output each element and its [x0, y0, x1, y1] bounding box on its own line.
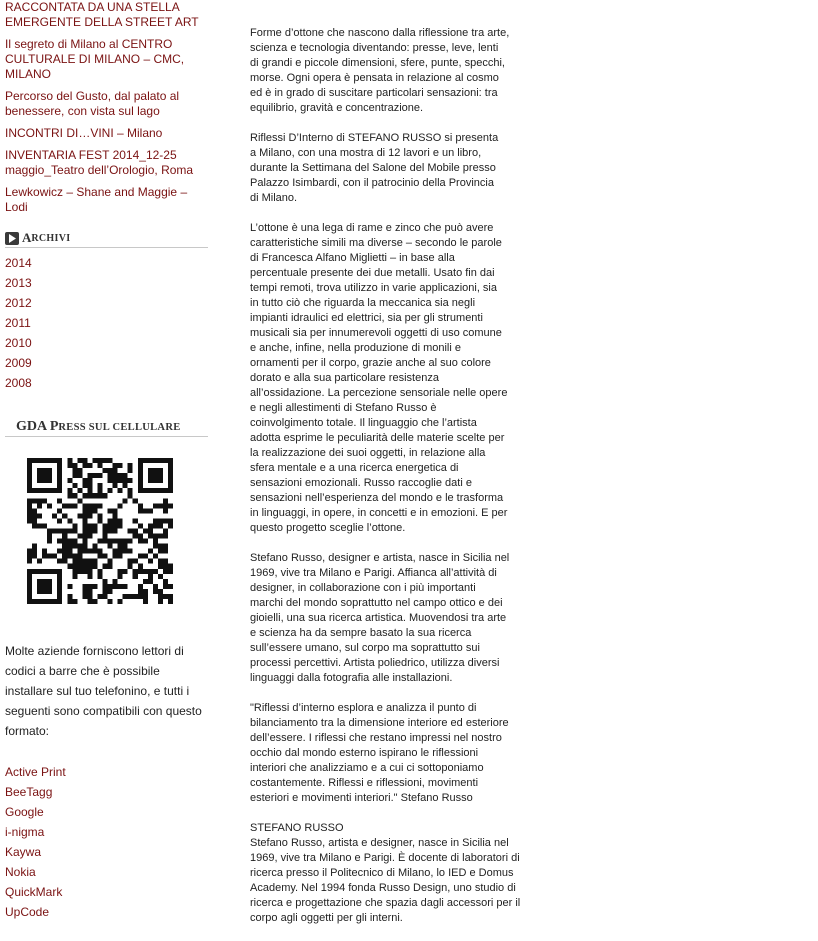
recent-post-link[interactable]: INVENTARIA FEST 2014_12-25 maggio_Teatro dell’Orologio, Roma — [5, 148, 194, 177]
reader-app-link[interactable]: UpCode — [5, 905, 50, 919]
reader-app-link[interactable]: Google — [5, 805, 44, 819]
list-item — [5, 126, 208, 141]
article-paragraph: L’ottone è una lega di rame e zinco che può avere caratteristiche simili ma diverse – secondo le parole di Francesca Alfano Miglietti – in base alla percentuale presente dei due metalli. Usato fin dai tempi remoti, trova utilizzo in varie applicazioni, sia in tutto ciò che riguarda la meccanica sia negli impianti idraulici ed elettrici, sia per gli strumenti musicali sia per innumerevoli oggetti di uso comune e anche, infine, nella produzione di monili e ornamenti per il corpo, grazie anche al suo colore dorato e alla sua particolare resistenza all’ossidazione. La percezione sensoriale nelle opere e negli allestimenti di Stefano Russo è coinvolgimento totale. Il linguaggio che l’artista adotta esprime le peculiarità delle materie scelte per la realizzazione dei suoi oggetti, in relazione alla sfera mentale e a una ricerca energetica di sensazioni emozionali. Russo raccoglie dati e sensazioni nell’esperienza del mondo e le trasforma in linguaggi, in opere, in concetti e in emozioni. E per questo progetto sceglie l’ottone. — [250, 222, 508, 534]
list-item — [5, 374, 208, 394]
recent-post-link[interactable]: RACCONTATA DA UNA STELLA EMERGENTE DELLA STREET ART — [5, 0, 199, 29]
list-item — [5, 903, 208, 923]
reader-app-link[interactable]: Kaywa — [5, 845, 42, 859]
list-item — [5, 823, 208, 843]
article-paragraph: Forme d’ottone che nascono dalla riflessione tra arte, scienza e tecnologia diventando: presse, leve, lenti di grandi e piccole dimensioni, sfere, punte, specchi, morse. Ogni opera è pensata in relazione al cosmo ed è in grado di suscitare particolari sensazioni: tra equilibrio, gravità e concentrazione. — [250, 27, 510, 114]
list-item — [5, 883, 208, 903]
mobile-heading-part1: GDA P — [16, 419, 59, 434]
article-paragraph: "Riflessi d’interno esplora e analizza il punto di bilanciamento tra la dimensione interiore ed esteriore dell’essere. I riflessi che restano impressi nel nostro occhio dal mondo esterno ispirano le riflessioni interiori che analizziamo e a cui ci sottoponiamo costantemente. Riflessi e riflessioni, movimenti esteriori e movimenti interiori." Stefano Russo — [250, 702, 509, 804]
article-body — [250, 26, 530, 941]
list-item — [5, 254, 208, 274]
list-item — [5, 783, 208, 803]
archive-year-link[interactable]: 2012 — [5, 296, 32, 310]
reader-app-link[interactable]: BeeTagg — [5, 785, 53, 799]
archives-list — [5, 254, 208, 394]
list-item — [5, 274, 208, 294]
arrow-right-icon — [5, 232, 19, 245]
archives-heading — [5, 230, 208, 248]
archive-year-link[interactable]: 2014 — [5, 256, 32, 270]
list-item — [5, 0, 208, 30]
recent-post-link[interactable]: INCONTRI DI…VINI – Milano — [5, 126, 163, 140]
archives-heading-rest: RCHIVI — [31, 232, 71, 244]
recent-post-link[interactable]: Percorso del Gusto, dal palato al benessere, con vista sul lago — [5, 89, 180, 118]
reader-apps-list — [5, 763, 208, 923]
reader-app-link[interactable]: QuickMark — [5, 885, 63, 899]
reader-app-link[interactable]: Nokia — [5, 865, 36, 879]
recent-post-link[interactable]: Lewkowicz – Shane and Maggie – Lodi — [5, 185, 188, 214]
qr-reader-intro: Molte aziende forniscono lettori di codici a barre che è possibile installare sul tuo telefonino, e tutti i seguenti sono compatibili con questo formato: — [5, 644, 202, 738]
list-item — [5, 294, 208, 314]
reader-app-link[interactable]: i-nigma — [5, 825, 45, 839]
list-item — [5, 148, 208, 178]
list-item — [5, 354, 208, 374]
sidebar — [5, 0, 208, 923]
list-item — [5, 763, 208, 783]
article-paragraph: Stefano Russo, designer e artista, nasce in Sicilia nel 1969, vive tra Milano e Parigi. Affianca all’attività di designer, in collaborazione con i più importanti marchi del mondo soprattutto nel campo ottico e dei gioielli, una sua ricerca artistica. Muovendosi tra arte e scienza ha da sempre basato la sua ricerca sull’essere umano, sul corpo ma soprattutto sui processi percettivi. Artista poliedrico, utilizza diversi linguaggi dalla fotografia alle installazioni. — [250, 552, 510, 684]
list-item — [5, 334, 208, 354]
archive-year-link[interactable]: 2011 — [5, 316, 31, 330]
list-item — [5, 314, 208, 334]
recent-post-link[interactable]: Il segreto di Milano al CENTRO CULTURALE DI MILANO – CMC, MILANO — [5, 37, 185, 81]
archive-year-link[interactable]: 2009 — [5, 356, 32, 370]
archive-year-link[interactable]: 2013 — [5, 276, 32, 290]
mobile-heading — [5, 417, 208, 437]
archive-year-link[interactable]: 2008 — [5, 376, 32, 390]
article-paragraph: Riflessi D’Interno di STEFANO RUSSO si presenta a Milano, con una mostra di 12 lavori e un libro, durante la Settimana del Salone del Mobile presso Palazzo Isimbardi, con il patrocinio della Provincia di Milano. — [250, 132, 499, 204]
list-item — [5, 843, 208, 863]
archive-year-link[interactable]: 2010 — [5, 336, 32, 350]
mobile-heading-part2: RESS SUL CELLULARE — [58, 422, 181, 433]
list-item — [5, 803, 208, 823]
article-paragraph: STEFANO RUSSO Stefano Russo, artista e designer, nasce in Sicilia nel 1969, vive tra Milano e Parigi. È docente di laboratori di ricerca presso il Politecnico di Milano, lo IED e Domus Academy. Nel 1994 fonda Russo Design, uno studio di ricerca e progettazione che spazia dagli accessori per il corpo agli oggetti per gli interni. — [250, 822, 521, 924]
list-item — [5, 863, 208, 883]
archives-heading-initial: A — [22, 230, 32, 245]
list-item — [5, 185, 208, 215]
qr-code-icon — [27, 458, 173, 604]
list-item — [5, 37, 208, 82]
reader-app-link[interactable]: Active Print — [5, 765, 66, 779]
recent-posts-list — [5, 0, 208, 215]
list-item — [5, 89, 208, 119]
